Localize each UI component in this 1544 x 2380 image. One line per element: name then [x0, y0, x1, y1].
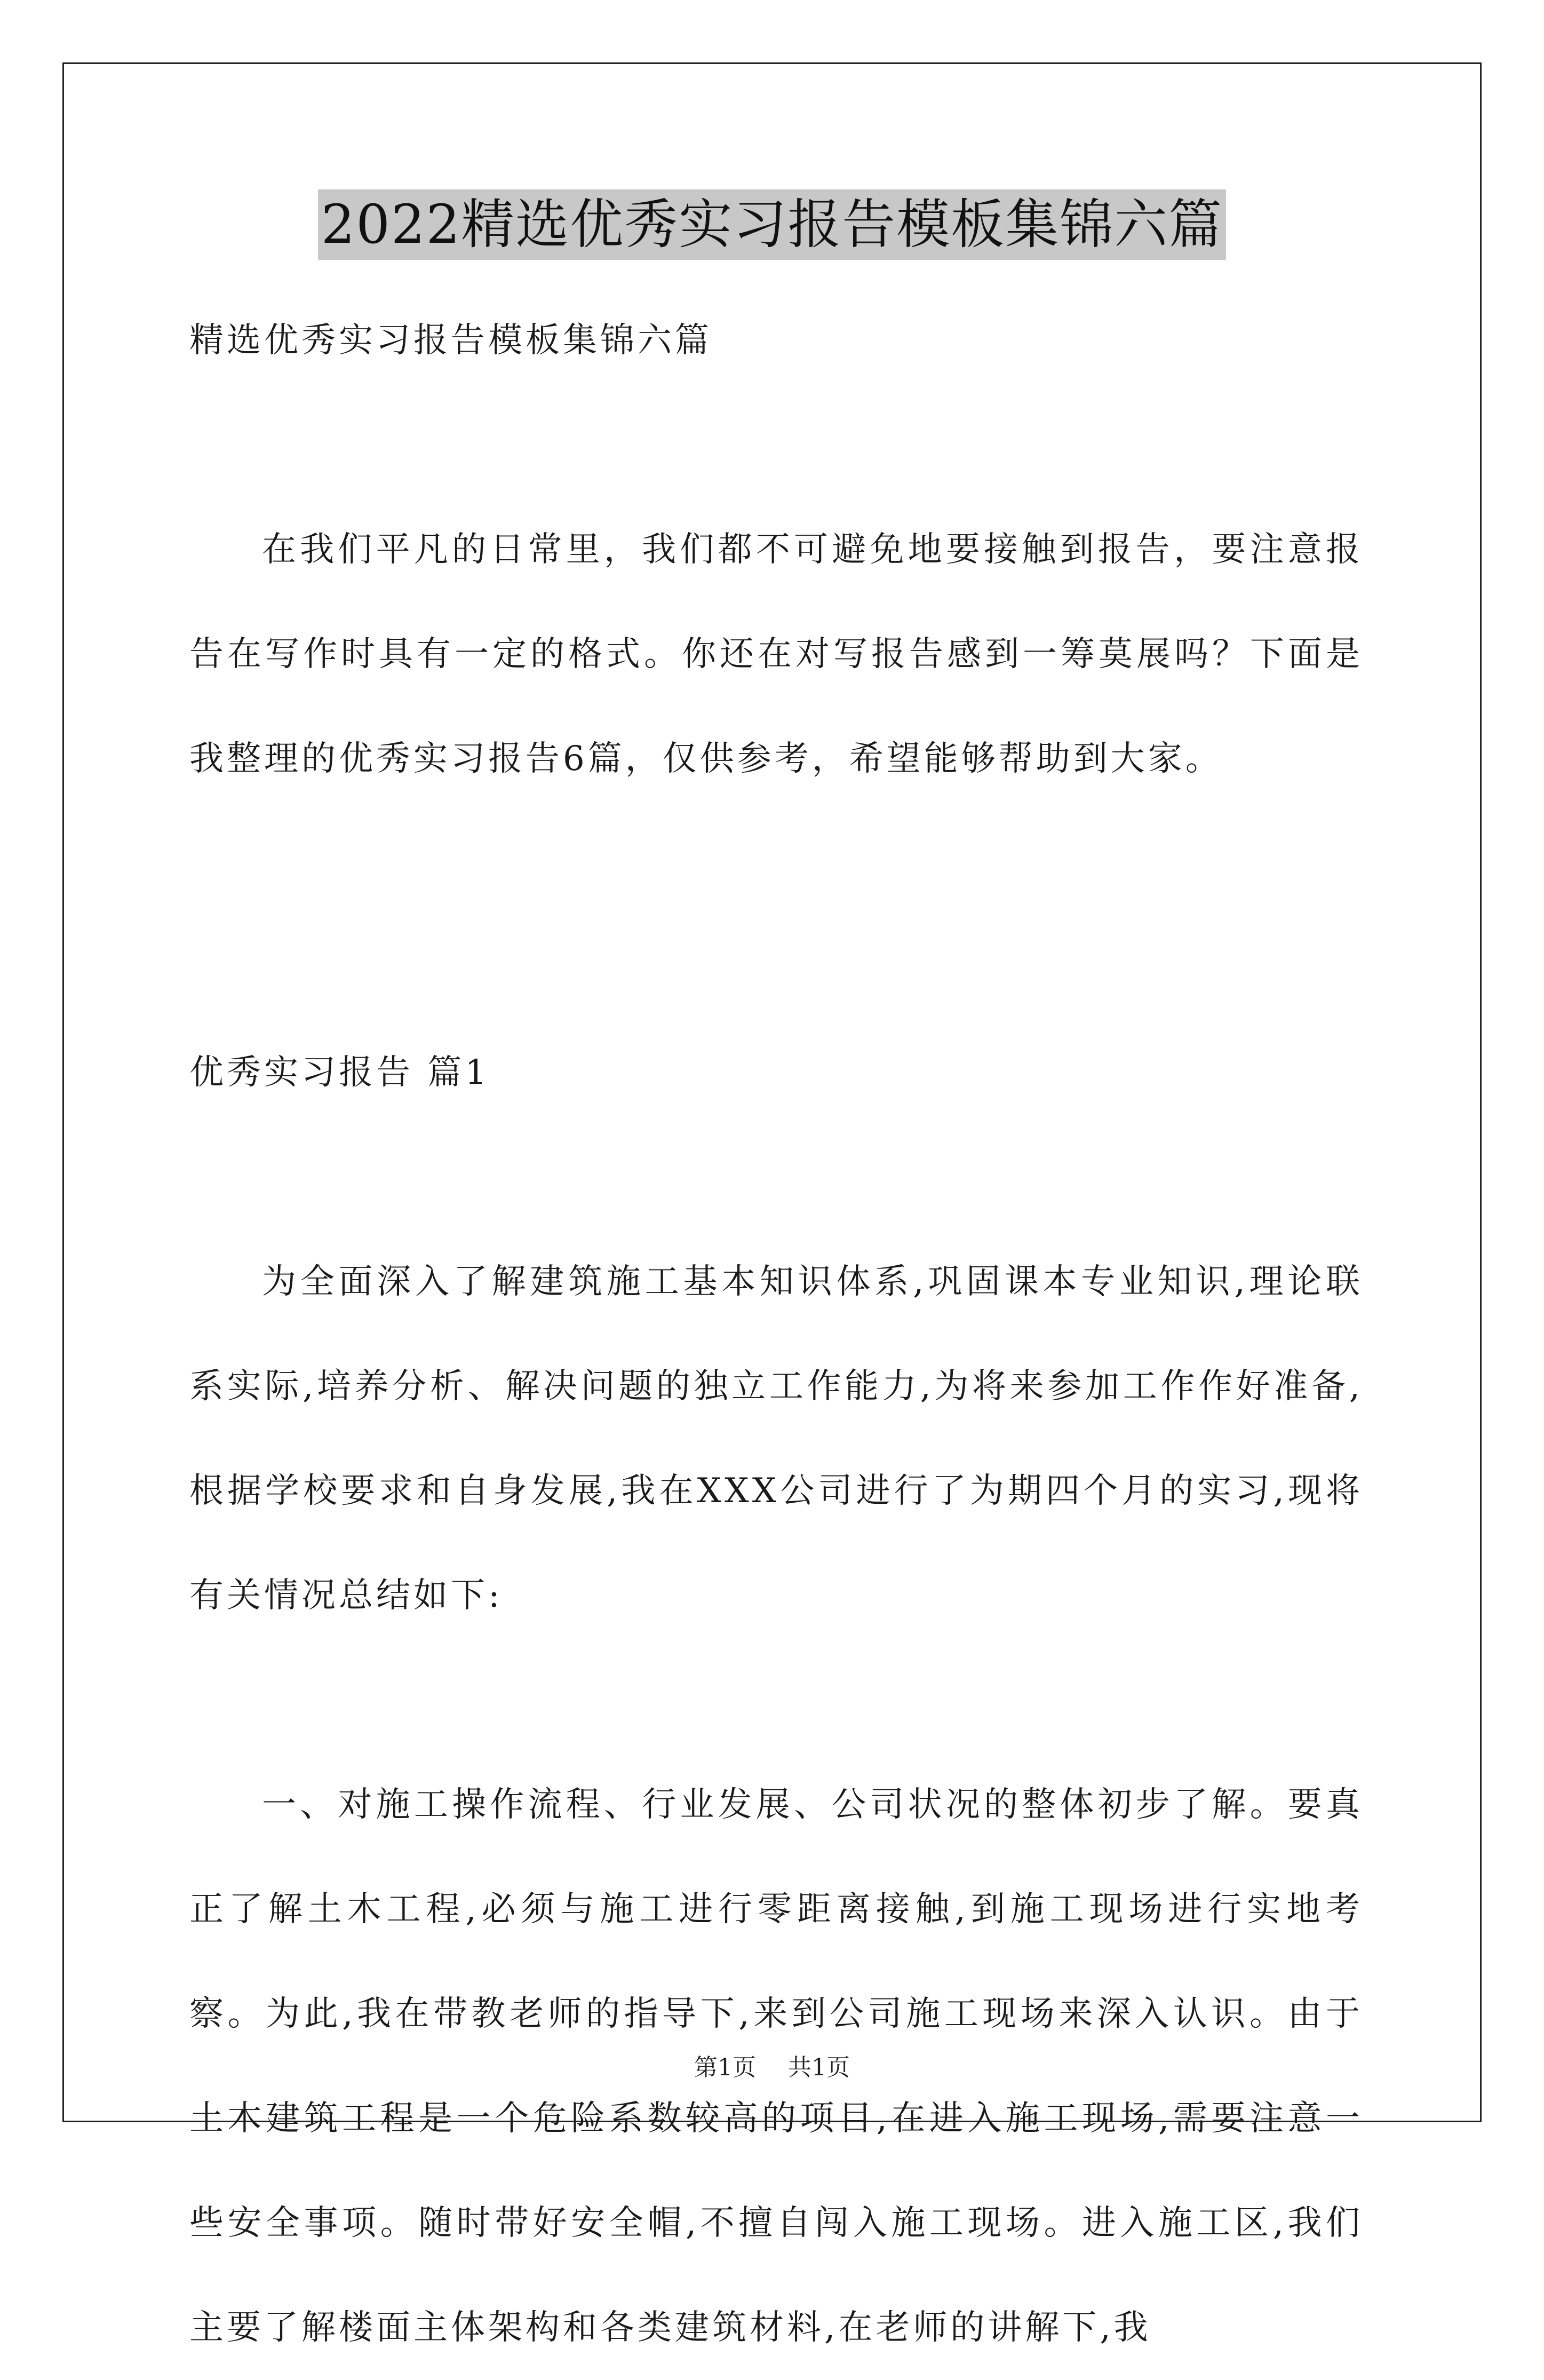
document-subtitle: 精选优秀实习报告模板集锦六篇 [189, 321, 712, 360]
title-container [0, 189, 1544, 260]
body-paragraph: 一、对施工操作流程、行业发展、公司状况的整体初步了解。要真正了解土木工程,必须与施工进行零距离接触,到施工现场进行实地考察。为此,我在带教老师的指导下,来到公司施工现场来深入认识。由于土木建筑工程是一个危险系数较高的项目,在进入施工现场,需要注意一些安全事项。随时带好安全帽,不擅自闯入施工现场。进入施工区,我们主要了解楼面主体架构和各类建筑材料,在老师的讲解下,我 [189, 1785, 1363, 2347]
section-heading: 优秀实习报告 篇1 [189, 1053, 490, 1092]
intro-paragraph: 在我们平凡的日常里，我们都不可避免地要接触到报告，要注意报告在写作时具有一定的格式。你还在对写报告感到一筹莫展吗？下面是我整理的优秀实习报告6篇，仅供参考，希望能够帮助到大家。 [189, 530, 1363, 779]
blank-line [189, 393, 1363, 497]
page-footer [0, 2048, 1544, 2082]
document-title: 2022精选优秀实习报告模板集锦六篇 [318, 189, 1227, 260]
total-pages: 共1页 [788, 2054, 850, 2081]
page-number: 第1页 [694, 2054, 756, 2081]
blank-line [189, 811, 1363, 916]
blank-line [189, 916, 1363, 1020]
body-paragraph: 为全面深入了解建筑施工基本知识体系,巩固课本专业知识,理论联系实际,培养分析、解决问题的独立工作能力,为将来参加工作作好准备,根据学校要求和自身发展,我在XXX公司进行了为期四个月的实习,现将有关情况总结如下: [189, 1262, 1363, 1615]
blank-line [189, 1125, 1363, 1229]
blank-line [189, 1648, 1363, 1752]
